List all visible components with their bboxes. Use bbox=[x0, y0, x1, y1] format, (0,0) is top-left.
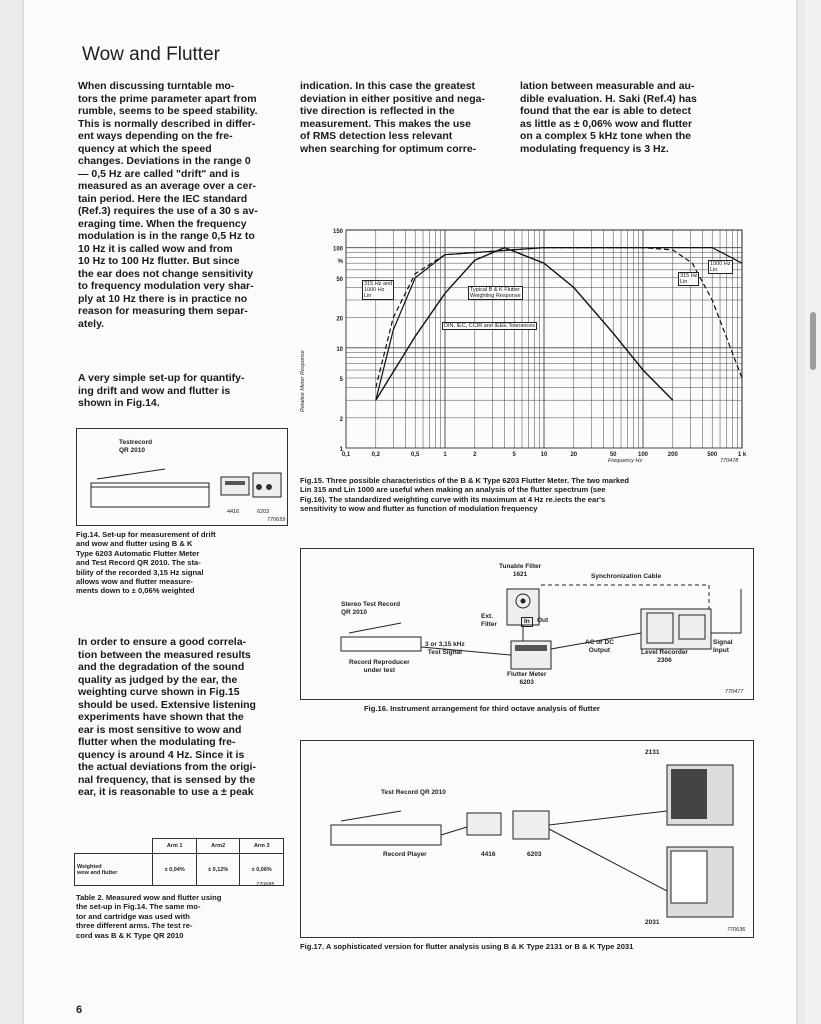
y-tick-label: 20 bbox=[336, 316, 343, 323]
x-tick-label: 1 bbox=[443, 452, 447, 458]
fig17-caption: Fig.17. A sophisticated version for flutter analysis using B & K Type 2131 or B & K Type 2031 bbox=[300, 942, 634, 951]
left-column-text-3: In order to ensure a good correla- tion between the measured results and the degradation of the sound quality as judged by the ear, the weighting curve shown in Fig.15 should be used. Extensive listening experiments have shown that the ear is most sensitive to wow and flutter when the modulating fre- quency is around 4 Hz. Since it is the actual deviations from the origi- nal frequency, that is sensed by the ear, it is reasonable to use a ± peak bbox=[78, 636, 256, 798]
x-tick-label: 2 bbox=[473, 452, 477, 458]
fig16-ac-dc-label: AC or DC Output bbox=[585, 639, 614, 654]
fig16-test-signal-label: 3 or 3,15 kHz Test Signal bbox=[425, 641, 465, 656]
fig17-code: 770636 bbox=[727, 927, 746, 933]
fig15-code: 770478 bbox=[720, 458, 739, 464]
series-line bbox=[376, 248, 742, 401]
fig15-x-axis-label: Frequency Hz bbox=[608, 458, 643, 464]
fig15-label-typical: Typical B & K Flutter Weighting Response bbox=[470, 287, 521, 299]
fig17-drawing bbox=[301, 741, 753, 937]
x-tick-label: 10 bbox=[540, 452, 548, 458]
y-tick-label: 50 bbox=[336, 276, 343, 283]
page-number: 6 bbox=[76, 1004, 83, 1016]
fig16-flutter-meter-label: Flutter Meter 6203 bbox=[507, 671, 547, 686]
fig14-code: 770659 bbox=[267, 517, 286, 523]
fig16-ext-filter-label: Ext. Filter bbox=[481, 613, 497, 628]
fig14-caption: Fig.14. Set-up for measurement of drift and wow and flutter using B & K Type 6203 Automatic Flutter Meter and Test Record QR 2010. The sta- bility of the recorded 3,15 Hz signal allows wow and flutter measure- ments down to ± 0,06% weighted bbox=[76, 530, 216, 596]
fig14-frame bbox=[76, 428, 288, 526]
fig17-4416-label: 4416 bbox=[481, 851, 496, 858]
x-tick-label: 200 bbox=[667, 452, 678, 458]
table-header-cell bbox=[75, 839, 153, 854]
scrollbar-track[interactable] bbox=[805, 0, 821, 1024]
table-cell: ± 0,12% bbox=[196, 854, 240, 886]
table-cell: ± 0,04% bbox=[153, 854, 197, 886]
x-tick-label: 0,1 bbox=[341, 452, 351, 458]
middle-column-text: indication. In this case the greatest deviation in either positive and nega- tive direction is reflected in the measurement. This makes the use of RMS detection less relevant when searching for optimum corre- bbox=[300, 80, 485, 155]
document-page bbox=[24, 0, 796, 1024]
fig14-6203-label: 6203 bbox=[257, 509, 270, 515]
fig15-y-axis-label: Relative Meter Response bbox=[300, 350, 306, 412]
table-header-row bbox=[75, 839, 284, 854]
y-tick-label: 100 bbox=[332, 246, 343, 253]
x-tick-label: 1 k bbox=[737, 452, 747, 458]
fig16-code: 770477 bbox=[725, 689, 744, 695]
fig15-svg bbox=[300, 222, 752, 472]
fig14-4416-label: 4416 bbox=[227, 509, 240, 515]
fig14-setup-drawing bbox=[77, 429, 287, 525]
y-tick-label: 2 bbox=[339, 416, 343, 423]
fig17-record-player-label: Record Player bbox=[383, 851, 427, 858]
fig16-signal-input-label: Signal Input bbox=[713, 639, 733, 654]
fig15-label-1000-lin: 1000 Hz Lin bbox=[710, 261, 731, 273]
table-row-label: Weighted wow and flutter bbox=[75, 854, 153, 886]
y-tick-label: 5 bbox=[339, 376, 343, 383]
page-title: Wow and Flutter bbox=[82, 44, 220, 65]
y-tick-label: 1 bbox=[339, 447, 343, 453]
table2 bbox=[74, 838, 284, 886]
fig17-2031-label: 2031 bbox=[645, 919, 660, 926]
fig16-caption: Fig.16. Instrument arrangement for third octave analysis of flutter bbox=[364, 704, 600, 713]
table-header-cell: Arm 3 bbox=[240, 839, 284, 854]
fig16-level-recorder-label: Level Recorder 2306 bbox=[641, 649, 688, 664]
table-header-cell: Arm2 bbox=[196, 839, 240, 854]
table-header-cell: Arm 1 bbox=[153, 839, 197, 854]
table2-caption: Table 2. Measured wow and flutter using the set-up in Fig.14. The same mo- tor and cartridge was used with three different arms. The test re- cord was B & K Type QR 2010 bbox=[76, 893, 222, 940]
y-tick-label: 150 bbox=[332, 229, 343, 235]
table-cell: ± 0,06% bbox=[240, 854, 284, 886]
fig15-label-315-lin: 315 Hz Lin bbox=[680, 273, 698, 285]
left-column-text-2: A very simple set-up for quantify- ing drift and wow and flutter is shown in Fig.14. bbox=[78, 372, 245, 409]
x-tick-label: 5 bbox=[512, 452, 516, 458]
fig17-6203-label: 6203 bbox=[527, 851, 542, 858]
y-tick-label: % bbox=[337, 259, 343, 266]
x-tick-label: 0,2 bbox=[371, 452, 380, 458]
fig16-record-reproducer-label: Record Reproducer under test bbox=[349, 659, 410, 674]
fig15-label-din: DIN, IEC, CCIR and IEEE Tolerances bbox=[444, 323, 535, 329]
fig14-testrecord-label: Testrecord QR 2010 bbox=[119, 439, 153, 454]
fig16-tunable-filter-label: Tunable Filter 1621 bbox=[499, 563, 542, 578]
x-tick-label: 0,5 bbox=[411, 452, 420, 458]
x-tick-label: 100 bbox=[637, 452, 649, 458]
fig17-frame bbox=[300, 740, 754, 938]
fig16-stereo-test-label: Stereo Test Record QR 2010 bbox=[341, 601, 401, 616]
scrollbar-thumb[interactable] bbox=[810, 312, 816, 370]
x-tick-label: 500 bbox=[707, 452, 718, 458]
fig16-in-label: In bbox=[521, 617, 533, 627]
fig16-out-label: Out bbox=[537, 617, 549, 624]
fig17-2131-label: 2131 bbox=[645, 749, 660, 756]
x-tick-label: 50 bbox=[609, 452, 617, 458]
fig15-label-315-1000: 315 Hz and 1000 Hz Lin bbox=[364, 281, 393, 299]
table2-code: 770685 bbox=[256, 882, 275, 888]
y-tick-label: 10 bbox=[336, 346, 343, 353]
fig15-caption: Fig.15. Three possible characteristics of the B & K Type 6203 Flutter Meter. The two marked Lin 315 and Lin 1000 are useful when making an analysis of the flutter spectrum (see Fig.16). The standardized weighting curve with its maximum at 4 Hz re.iects the ear's sensitivity to wow and flutter as function of modulation frequency bbox=[300, 476, 630, 514]
table-row bbox=[75, 854, 284, 886]
left-column-text-1: When discussing turntable mo- tors the prime parameter apart from rumble, seems to be speed stability. This is normally described in differ- ent ways depending on the fre- quency at which the speed changes. Deviations in the range 0 — 0,5 Hz are called "drift" and is measured as an average over a cer- tain period. Here the IEC standard (Ref.3) requires the use of a 30 s av- eraging time. When the frequency modulation is in the range 0,5 Hz to 10 Hz it is called wow and from 10 Hz to 100 Hz flutter. But since the ear does not change sensitivity to frequency modulation very shar- ply at 10 Hz there is in practice no reason for measuring them separ- ately. bbox=[78, 80, 258, 330]
fig17-test-record-label: Test Record QR 2010 bbox=[381, 789, 446, 796]
x-tick-label: 20 bbox=[570, 452, 578, 458]
fig16-sync-cable-label: Synchronization Cable bbox=[591, 573, 662, 580]
fig16-frame bbox=[300, 548, 754, 700]
right-column-text: lation between measurable and au- dible evaluation. H. Saki (Ref.4) has found that the ear is able to detect as little as ± 0,06% wow and flutter on a complex 5 kHz tone when the modulating frequency is 3 Hz. bbox=[520, 80, 697, 155]
fig15-chart bbox=[300, 222, 752, 472]
